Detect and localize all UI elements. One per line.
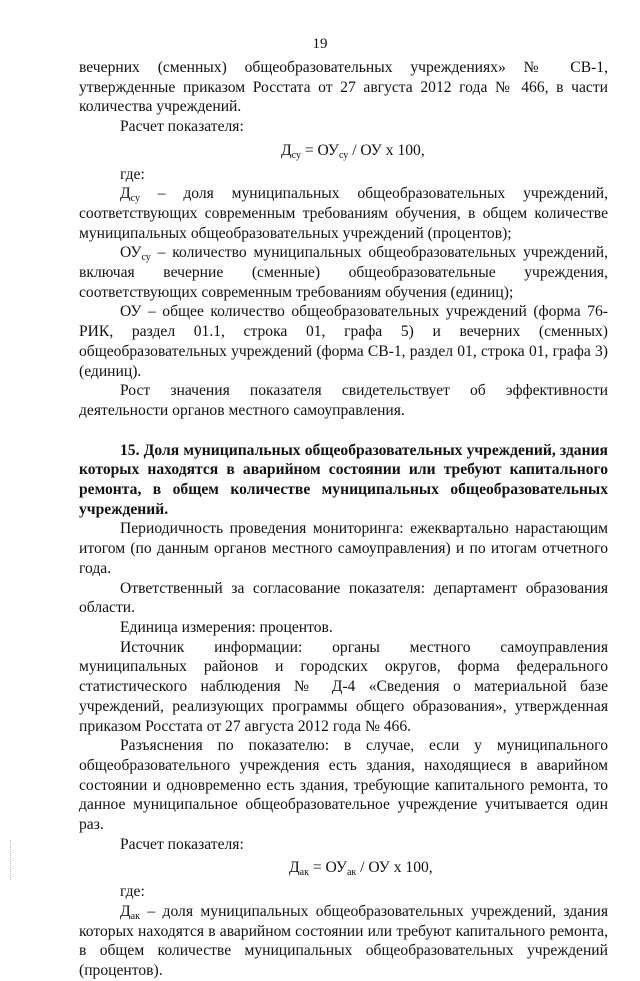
formula-dak bbox=[79, 858, 608, 878]
formula-part: / ОУ х 100, bbox=[348, 141, 425, 159]
definition-ousu bbox=[79, 243, 608, 302]
formula-part: = ОУ bbox=[308, 859, 347, 877]
definition-symbol: Д bbox=[120, 185, 131, 203]
definition-dak bbox=[79, 902, 608, 981]
section-heading-15: 15. Доля муниципальных общеобразовательных учреждений, здания которых находятся в аварийном состоянии или требуют капитального ремонта, в общем количестве муниципальных общеобразовательных учреждений. bbox=[79, 441, 608, 518]
formula-subscript: ак bbox=[346, 867, 357, 879]
where-label: где: bbox=[120, 165, 145, 183]
growth-statement: Рост значения показателя свидетельствует об эффективности деятельности органов местного самоуправления. bbox=[79, 382, 608, 419]
definition-dsu bbox=[79, 184, 608, 243]
definition-subscript: ак bbox=[130, 910, 140, 922]
calculation-label: Расчет показателя: bbox=[120, 118, 244, 136]
definition-ou: ОУ – общее количество общеобразовательных учреждений (форма 76-РИК, раздел 01.1, строка 01, графа 5) и вечерних (сменных) общеобразовательных учреждений (форма СВ-1, раздел 01, строка 01, графа 3) (единиц). bbox=[79, 303, 608, 380]
definition-symbol: Д bbox=[120, 902, 131, 920]
definition-subscript: су bbox=[130, 193, 140, 205]
scan-edge-artifact bbox=[10, 840, 13, 880]
formula-part: Д bbox=[281, 141, 292, 159]
definition-text: – доля муниципальных общеобразовательных учреждений, соответствующих современным требованиям обучения, в общем количестве муниципальных общеобразовательных учреждений (процентов); bbox=[79, 185, 608, 242]
paragraph-continuation: вечерних (сменных) общеобразовательных учреждениях» № СВ-1, утвержденные приказом Росстата от 27 августа 2012 года № 466, в части количества учреждений. bbox=[79, 59, 608, 116]
explanation: Разъяснения по показателю: в случае, если у муниципального общеобразовательного учреждения есть здания, находящиеся в аварийном состоянии и одновременно есть здания, требующие капитального ремонта, то данное муниципальное общеобразовательное учреждение учитывается один раз. bbox=[79, 737, 608, 834]
calculation-label: Расчет показателя: bbox=[120, 835, 244, 853]
definition-symbol: ОУ bbox=[120, 244, 142, 262]
periodicity: Периодичность проведения мониторинга: ежеквартально нарастающим итогом (по данным органов местного самоуправления) и по итогам отчетного года. bbox=[79, 520, 608, 577]
information-source: Источник информации: органы местного самоуправления муниципальных районов и городских округов, форма федерального статистического наблюдения № Д-4 «Сведения о материальной базе учреждений, реализующих программы общего образования», утвержденная приказом Росстата от 27 августа 2012 года № 466. bbox=[79, 638, 608, 735]
formula-subscript: су bbox=[291, 149, 301, 161]
measurement-unit: Единица измерения: процентов. bbox=[120, 618, 333, 636]
definition-text: – доля муниципальных общеобразовательных учреждений, здания которых находятся в аварийном состоянии или требуют капитального ремонта, в общем количестве муниципальных общеобразовательных учреждений (процентов). bbox=[79, 902, 608, 979]
formula-part: Д bbox=[289, 859, 300, 877]
formula-part: = ОУ bbox=[300, 141, 339, 159]
formula-subscript: ак bbox=[299, 867, 309, 879]
formula-part: / ОУ х 100, bbox=[356, 859, 433, 877]
definition-text: – количество муниципальных общеобразовательных учреждений, включая вечерние (сменные) общеобразовательные учреждения, соответствующих современным требованиям обучения (единиц); bbox=[79, 244, 608, 301]
page-number: 19 bbox=[312, 36, 328, 52]
definition-subscript: су bbox=[141, 252, 151, 264]
formula-subscript: су bbox=[338, 149, 349, 161]
document-body bbox=[79, 58, 608, 981]
where-label: где: bbox=[120, 883, 145, 901]
formula-dsu bbox=[79, 141, 608, 161]
responsible: Ответственный за согласование показателя: департамент образования области. bbox=[79, 579, 608, 617]
